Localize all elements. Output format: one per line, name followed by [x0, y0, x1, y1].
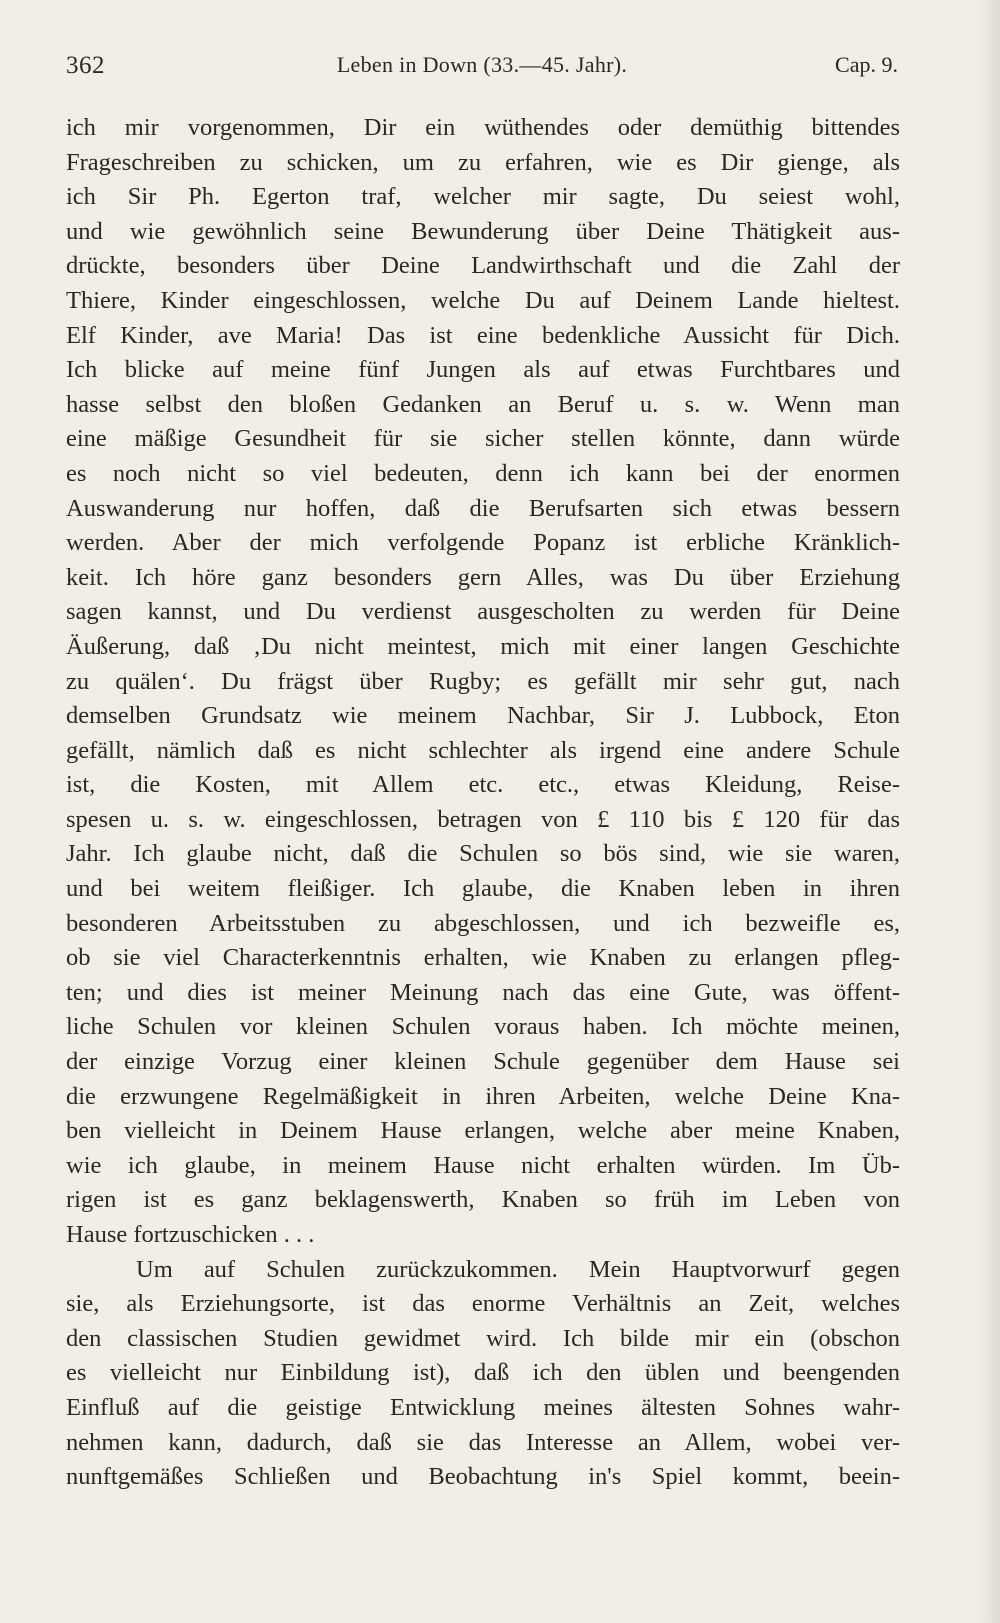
- text-line: gefällt, nämlich daß es nicht schlechter als irgend eine andere Schule: [66, 736, 900, 764]
- text-line: Frageschreiben zu schicken, um zu erfahren, wie es Dir gienge, als: [66, 148, 900, 176]
- text-line: die erzwungene Regelmäßigkeit in ihren Arbeiten, welche Deine Kna-: [66, 1082, 900, 1110]
- text-line: wie ich glaube, in meinem Hause nicht erhalten würden. Im Üb-: [66, 1151, 900, 1179]
- text-line: und wie gewöhnlich seine Bewunderung über Deine Thätigkeit aus-: [66, 217, 900, 245]
- text-line: spesen u. s. w. eingeschlossen, betragen von £ 110 bis £ 120 für das: [66, 805, 900, 833]
- text-line: sie, als Erziehungsorte, ist das enorme Verhältnis an Zeit, welches: [66, 1290, 900, 1318]
- text-line: liche Schulen vor kleinen Schulen voraus haben. Ich möchte meinen,: [66, 1013, 900, 1041]
- text-line: rigen ist es ganz beklagenswerth, Knaben so früh im Leben von: [66, 1186, 900, 1214]
- text-line: es vielleicht nur Einbildung ist), daß ich den üblen und beengenden: [66, 1359, 900, 1387]
- running-title: Leben in Down (33.—45. Jahr).: [336, 52, 628, 77]
- text-line: Thiere, Kinder eingeschlossen, welche Du auf Deinem Lande hieltest.: [66, 286, 900, 314]
- text-line: ben vielleicht in Deinem Hause erlangen, welche aber meine Knaben,: [66, 1117, 900, 1145]
- text-line: Elf Kinder, ave Maria! Das ist eine bedenkliche Aussicht für Dich.: [66, 321, 900, 349]
- text-line: Ich blicke auf meine fünf Jungen als auf etwas Furchtbares und: [66, 356, 900, 384]
- text-line: eine mäßige Gesundheit für sie sicher stellen könnte, dann würde: [66, 425, 900, 453]
- paragraph-end-line: Hause fortzuschicken . . .: [66, 1221, 315, 1248]
- text-line: Auswanderung nur hoffen, daß die Berufsarten sich etwas bessern: [66, 494, 900, 522]
- text-line: den classischen Studien gewidmet wird. Ich bilde mir ein (obschon: [66, 1324, 900, 1352]
- text-line: ob sie viel Characterkenntnis erhalten, wie Knaben zu erlangen pfleg-: [66, 944, 900, 972]
- text-line: zu quälen‘. Du frägst über Rugby; es gefällt mir sehr gut, nach: [66, 667, 900, 695]
- text-line: demselben Grundsatz wie meinem Nachbar, Sir J. Lubbock, Eton: [66, 702, 900, 730]
- chapter-label: Cap. 9.: [835, 52, 898, 77]
- page-edge-shadow: [978, 0, 1000, 1623]
- text-line: sagen kannst, und Du verdienst ausgescholten zu werden für Deine: [66, 598, 900, 626]
- text-line: es noch nicht so viel bedeuten, denn ich kann bei der enormen: [66, 459, 900, 487]
- page-header: [66, 48, 898, 88]
- body-text: [66, 111, 900, 1495]
- text-line: werden. Aber der mich verfolgende Popanz ist erbliche Kränklich-: [66, 529, 900, 557]
- text-line: Einfluß auf die geistige Entwicklung meines ältesten Sohnes wahr-: [66, 1393, 900, 1421]
- text-line: nehmen kann, dadurch, daß sie das Interesse an Allem, wobei ver-: [66, 1428, 900, 1456]
- text-line: besonderen Arbeitsstuben zu abgeschlossen, und ich bezweifle es,: [66, 909, 900, 937]
- text-line: drückte, besonders über Deine Landwirthschaft und die Zahl der: [66, 252, 900, 280]
- text-line: ten; und dies ist meiner Meinung nach das eine Gute, was öffent-: [66, 978, 900, 1006]
- page-number: 362: [66, 52, 105, 79]
- text-line: ich Sir Ph. Egerton traf, welcher mir sagte, Du seiest wohl,: [66, 183, 900, 211]
- text-line: nunftgemäßes Schließen und Beobachtung in's Spiel kommt, beein-: [66, 1463, 900, 1491]
- text-line: ich mir vorgenommen, Dir ein wüthendes oder demüthig bittendes: [66, 114, 900, 141]
- text-line: der einzige Vorzug einer kleinen Schule gegenüber dem Hause sei: [66, 1048, 900, 1076]
- text-line: keit. Ich höre ganz besonders gern Alles, was Du über Erziehung: [66, 563, 900, 591]
- text-line: Äußerung, daß ‚Du nicht meintest, mich mit einer langen Geschichte: [66, 632, 900, 660]
- text-line: ist, die Kosten, mit Allem etc. etc., etwas Kleidung, Reise-: [66, 771, 900, 799]
- paragraph-start-line: Um auf Schulen zurückzukommen. Mein Hauptvorwurf gegen: [136, 1255, 900, 1283]
- text-line: hasse selbst den bloßen Gedanken an Beruf u. s. w. Wenn man: [66, 390, 900, 418]
- text-line: und bei weitem fleißiger. Ich glaube, die Knaben leben in ihren: [66, 875, 900, 903]
- text-line: Jahr. Ich glaube nicht, daß die Schulen so bös sind, wie sie waren,: [66, 840, 900, 868]
